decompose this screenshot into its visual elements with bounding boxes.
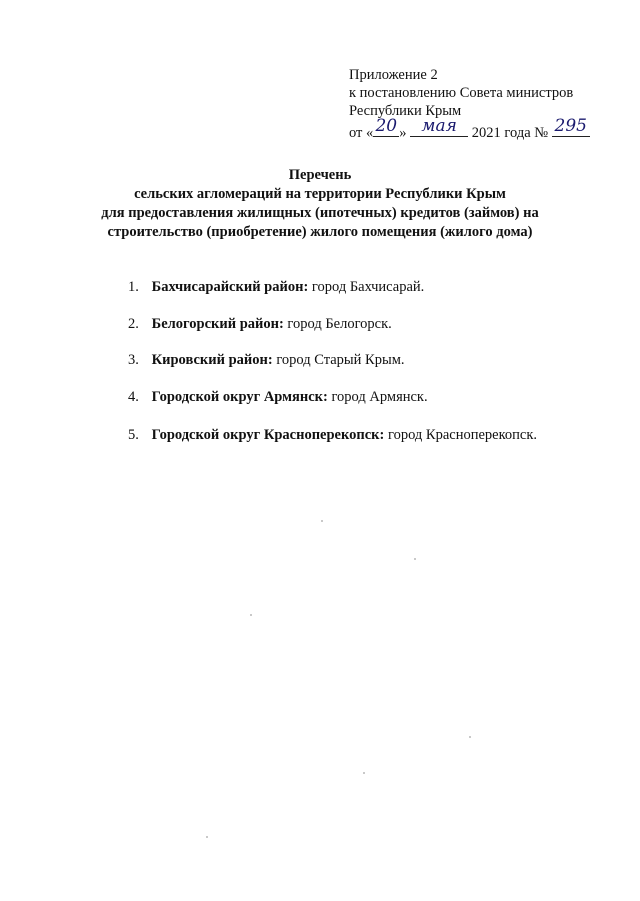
scan-speck [414, 558, 416, 560]
title-subtitle-3: строительство (приобретение) жилого помещения (жилого дома) [107, 224, 533, 240]
appendix-label: Приложение 2 [349, 67, 438, 83]
year-text: 2021 года № [471, 125, 549, 141]
item-number: 3. [128, 352, 139, 368]
item-city: город Армянск. [331, 389, 428, 405]
handwritten-number: 295 [554, 116, 587, 136]
list-item [128, 278, 424, 296]
scan-speck [469, 736, 471, 738]
appendix-resolution-ref: к постановлению Совета министров [349, 85, 574, 101]
scan-speck [250, 614, 252, 616]
appendix-header [349, 66, 619, 142]
item-number: 1. [128, 279, 139, 295]
item-city: город Красноперекопск. [388, 427, 538, 443]
item-district: Белогорский район: [151, 316, 284, 332]
number-field [552, 116, 590, 137]
item-district: Кировский район: [151, 352, 273, 368]
item-district: Бахчисарайский район: [151, 279, 309, 295]
list-item [128, 315, 392, 333]
title-heading: Перечень [288, 167, 352, 183]
handwritten-day: 20 [375, 116, 398, 136]
date-prefix: от « [349, 125, 374, 141]
scan-speck [206, 836, 208, 838]
document-title [90, 166, 550, 242]
title-subtitle-2: для предоставления жилищных (ипотечных) кредитов (займов) на [101, 205, 539, 221]
scan-speck [363, 772, 365, 774]
list-item [128, 426, 537, 444]
handwritten-month: мая [421, 116, 457, 136]
scan-speck [321, 520, 323, 522]
item-district: Городской округ Армянск: [151, 389, 328, 405]
list-item [128, 388, 428, 406]
item-number: 4. [128, 389, 139, 405]
item-city: город Бахчисарай. [311, 279, 425, 295]
appendix-republic: Республики Крым [349, 103, 462, 119]
item-city: город Белогорск. [287, 316, 392, 332]
date-mid: » [399, 125, 407, 141]
item-city: город Старый Крым. [276, 352, 405, 368]
item-number: 2. [128, 316, 139, 332]
item-district: Городской округ Красноперекопск: [151, 427, 385, 443]
list-item [128, 351, 405, 369]
month-field [410, 116, 468, 137]
item-number: 5. [128, 427, 139, 443]
title-subtitle-1: сельских агломераций на территории Республики Крым [134, 186, 506, 202]
day-field [373, 116, 399, 137]
appendix-date-line [349, 116, 619, 142]
